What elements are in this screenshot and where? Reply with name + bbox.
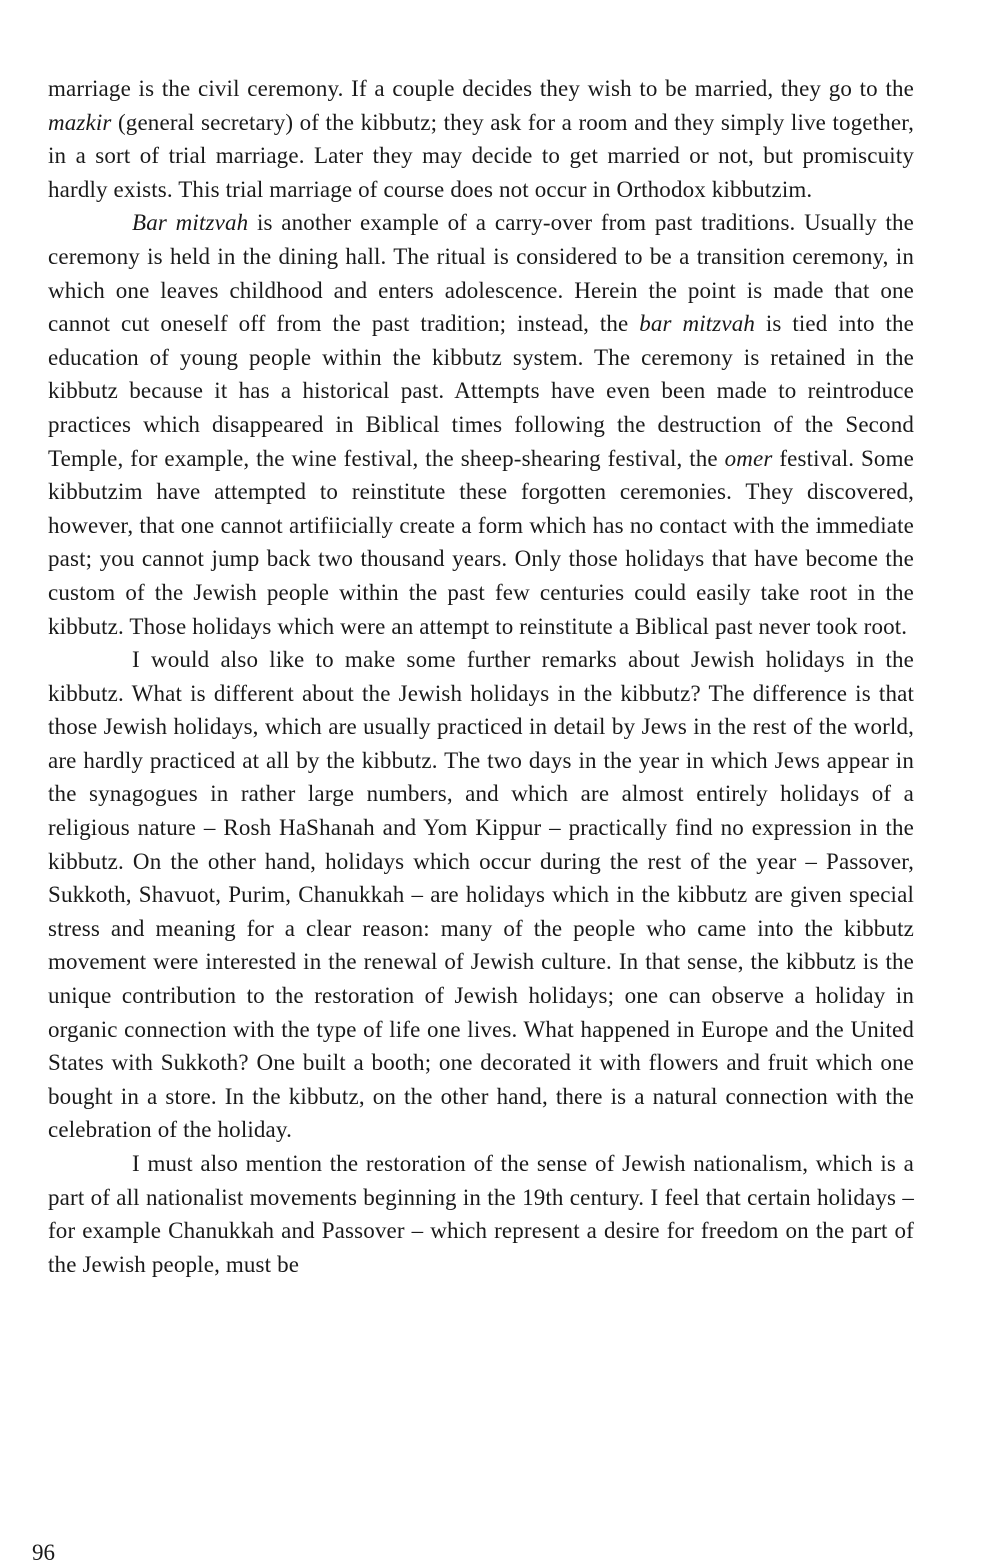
paragraph: [48, 1147, 914, 1281]
paragraph: [48, 72, 914, 206]
italic-term: mazkir: [48, 109, 112, 135]
italic-term: Bar mitzvah: [132, 210, 249, 236]
body-text: [48, 72, 914, 1281]
text-run: festival. Some kibbutzim have attempted to reinstitute these forgotten ceremonies. They discovered, however, that one cannot artifiicially create a form which has no contact with the immediate past; you cannot jump back two thousand years. Only those holidays that have become the custom of the Jewish people within the past few centuries could easily take root in the kibbutz. Those holidays which were an attempt to reinstitute a Biblical past never took root.: [48, 445, 914, 639]
text-run: (general secretary) of the kibbutz; they ask for a room and they simply live together, in a sort of trial marriage. Later they may decide to get married or not, but promiscuity hardly exists. This trial marriage of course does not occur in Orthodox kibbutzim.: [48, 109, 914, 202]
paragraph: [48, 206, 914, 643]
italic-term: omer: [724, 445, 773, 471]
text-run: I would also like to make some further remarks about Jewish holidays in the kibbutz. What is different about the Jewish holidays in the kibbutz? The difference is that those Jewish holidays, which are usually practiced in detail by Jews in the rest of the world, are hardly practiced at all by the kibbutz. The two days in the year in which Jews appear in the synagogues in rather large numbers, and which are almost entirely holidays of a religious nature – Rosh HaShanah and Yom Kippur – practically find no expression in the kibbutz. On the other hand, holidays which occur during the rest of the year – Passover, Sukkoth, Shavuot, Purim, Chanukkah – are holidays which in the kibbutz are given special stress and meaning for a clear reason: many of the people who came into the kibbutz movement were interested in the renewal of Jewish culture. In that sense, the kibbutz is the unique contribution to the restoration of Jewish holidays; one can observe a holiday in organic connection with the type of life one lives. What happened in Europe and the United States with Sukkoth? One built a booth; one decorated it with flowers and fruit which one bought in a store. In the kibbutz, on the other hand, there is a natural connection with the celebration of the holiday.: [48, 647, 914, 1143]
text-run: I must also mention the restoration of the sense of Jewish nationalism, which is a part of all nationalist movements beginning in the 19th century. I feel that certain holidays – for example Chanukkah and Passover – which represent a desire for freedom on the part of the Jewish people, must be: [48, 1151, 914, 1277]
page-number: 96: [32, 1540, 55, 1565]
text-run: is tied into the education of young people within the kibbutz system. The ceremony is retained in the kibbutz because it has a historical past. Attempts have even been made to reintroduce practices which disappeared in Biblical times following the destruction of the Second Temple, for example, the wine festival, the sheep-shearing festival, the: [48, 311, 914, 471]
paragraph: [48, 643, 914, 1147]
text-run: marriage is the civil ceremony. If a couple decides they wish to be married, they go to the: [48, 76, 914, 101]
italic-term: bar mitzvah: [639, 311, 756, 337]
text-run: is another example of a carry-over from past traditions. Usually the ceremony is held in the dining hall. The ritual is considered to be a transition ceremony, in which one leaves childhood and enters adolescence. Herein the point is made that one cannot cut oneself off from the past tradition; instead, the: [48, 210, 914, 337]
